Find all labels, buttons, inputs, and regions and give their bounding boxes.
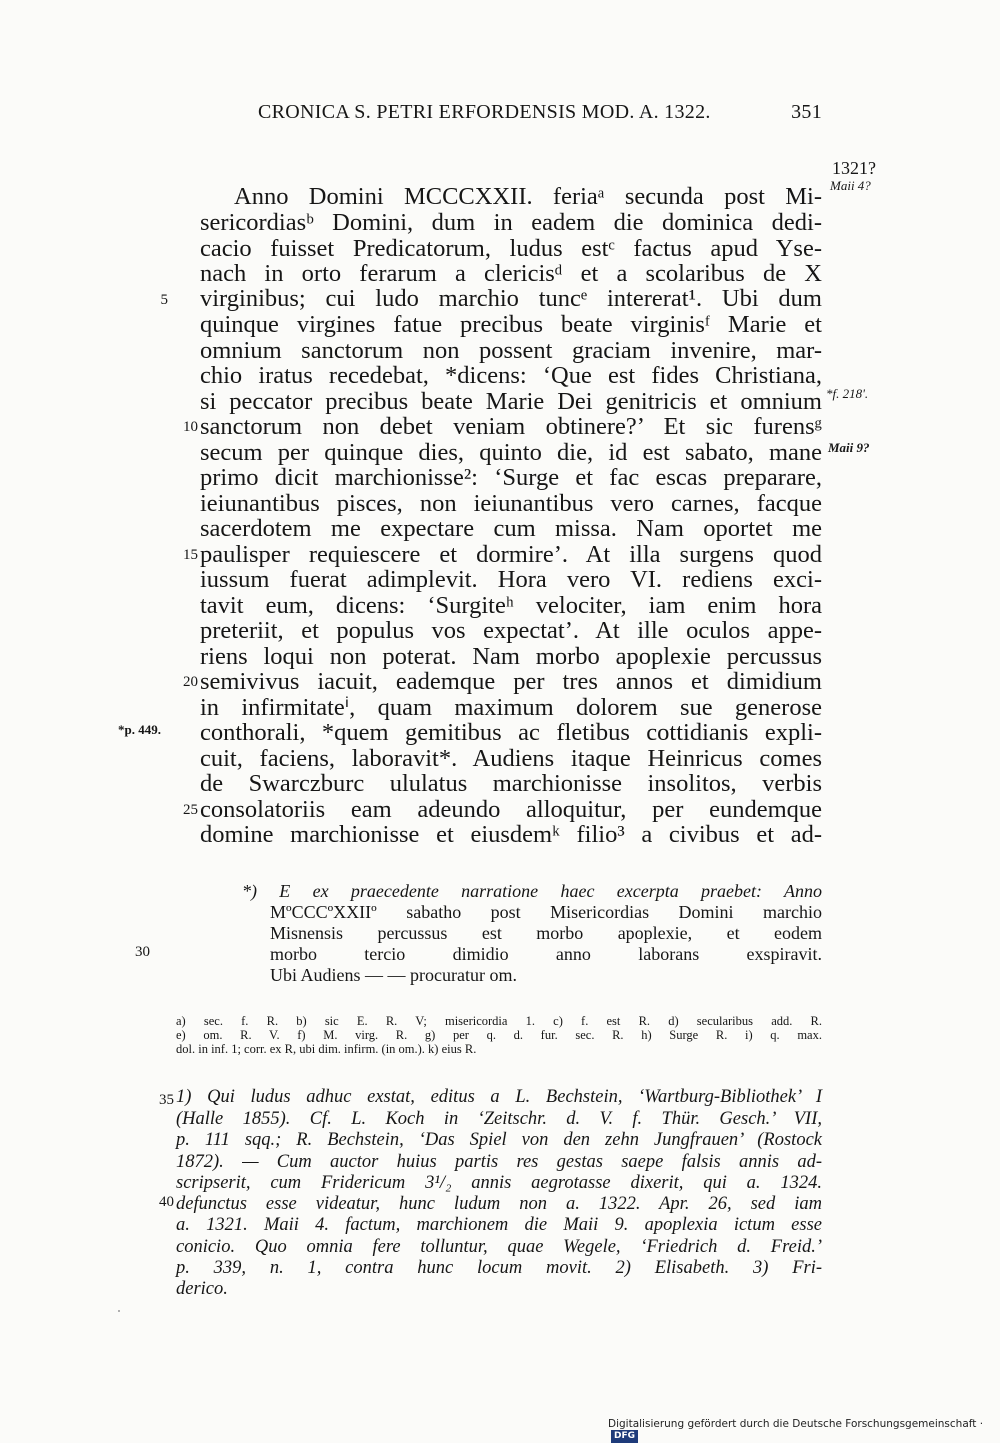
text-line: quinque virgines fatue precibus beate virginisᶠ Marie et bbox=[200, 311, 822, 338]
margin-year: 1321? bbox=[832, 158, 876, 178]
running-header bbox=[258, 101, 822, 124]
variant-line: e) om. R. V. f) M. virg. R. g) per q. d. fur. sec. R. h) Surge R. i) q. max. bbox=[176, 1028, 822, 1042]
footnote-line: p. 339, n. 1, contra hunc locum movit. 2) Elisabeth. 3) Fri- bbox=[176, 1258, 822, 1278]
text-line: iussum fuerat adimplevit. Hora vero VI. rediens exci- bbox=[200, 566, 822, 593]
footnote-line: scripserit, cum Fridericum 3¹/₂ annis aegrotasse dixerit, qui a. 1324. bbox=[176, 1173, 822, 1193]
text-line: nach in orto ferarum a clericisᵈ et a scolaribus de X bbox=[200, 260, 822, 287]
line-number: 20 bbox=[183, 674, 198, 690]
footnote-line: p. 111 sqq.; R. Bechstein, ‘Das Spiel von den zehn Jungfrauen’ (Rostock bbox=[176, 1130, 822, 1150]
text-line: primo dicit marchionisse²: ‘Surge et fac escas preparare, bbox=[200, 464, 822, 491]
line-number: 15 bbox=[183, 547, 198, 563]
margin-date-2: Maii 9? bbox=[828, 440, 870, 455]
text-line: virginibus; cui ludo marchio tuncᵉ intererat¹. Ubi dum bbox=[200, 285, 822, 312]
margin-ref-folio: *f. 218'. bbox=[826, 386, 869, 401]
line-number: 10 bbox=[183, 419, 198, 435]
text-line: ieiunantibus pisces, non ieiunantibus vero carnes, facque bbox=[200, 490, 822, 517]
text-line: semivivus iacuit, eademque per tres annos et dimidium bbox=[200, 668, 822, 695]
page-number: 351 bbox=[791, 101, 822, 123]
text-line: sacerdotem me expectare cum missa. Nam oportet me bbox=[200, 515, 822, 542]
footnote-line: derico. bbox=[176, 1279, 228, 1299]
line-number: 40 bbox=[159, 1194, 174, 1210]
text-line: domine marchionisse et eiusdemᵏ filio³ a civibus et ad- bbox=[200, 821, 822, 848]
note-line: Misnensis percussus est morbo apoplexie, et eodem bbox=[270, 923, 822, 943]
footnote-line: a. 1321. Maii 4. factum, marchionem die Maii 9. apoplexia ictum esse bbox=[176, 1215, 822, 1235]
footer-credit: Digitalisierung gefördert durch die Deutsche Forschungsgemeinschaft · DFG bbox=[608, 1418, 984, 1441]
variant-line: dol. in inf. 1; corr. ex R, ubi dim. infirm. (in om.). k) eius R. bbox=[176, 1042, 477, 1056]
text-line: chio iratus recedebat, *dicens: ‘Que est fides Christiana, bbox=[200, 362, 822, 389]
variant-line: a) sec. f. R. b) sic E. R. V; misericordia 1. c) f. est R. d) secularibus add. R. bbox=[176, 1014, 822, 1028]
text-line: riens loqui non poterat. Nam morbo apoplexie percussus bbox=[200, 643, 822, 670]
footnote-line: 1) Qui ludus adhuc exstat, editus a L. Bechstein, ‘Wartburg-Bibliothek’ I bbox=[176, 1087, 822, 1107]
footnote-line: 1872). — Cum auctor huius partis res gestas saepe falsis annis ad- bbox=[176, 1152, 822, 1172]
text-line: consolatoriis eam adeundo alloquitur, per eundemque bbox=[200, 796, 822, 823]
text-line: sericordiasᵇ Domini, dum in eadem die dominica dedi- bbox=[200, 209, 822, 236]
margin-date-1: Maii 4? bbox=[830, 178, 871, 193]
footnote-line: conicio. Quo omnia fere tolluntur, quae Wegele, ‘Friedrich d. Freid.’ bbox=[176, 1237, 822, 1257]
line-number: 25 bbox=[183, 802, 198, 818]
note-line: MºCCCºXXIIº sabatho post Misericordias Domini marchio bbox=[270, 902, 822, 922]
text-line: preteriit, et populus vos expectat’. At ille oculos appe- bbox=[200, 617, 822, 644]
header-title: CRONICA S. PETRI ERFORDENSIS MOD. A. 1322. bbox=[258, 101, 711, 123]
text-line: tavit eum, dicens: ‘Surgiteʰ velociter, iam enim hora bbox=[200, 592, 822, 619]
text-line: Anno Domini MCCCXXII. feriaᵃ secunda post Mi- bbox=[234, 183, 822, 210]
text-line: omnium sanctorum non possent graciam invenire, mar- bbox=[200, 337, 822, 364]
scan-speck bbox=[118, 1310, 120, 1312]
text-line: cacio fuisset Predicatorum, ludus estᶜ factus apud Yse- bbox=[200, 235, 822, 262]
text-line: cuit, faciens, laboravit*. Audiens itaque Heinricus comes bbox=[200, 745, 822, 772]
footer-credit-text: Digitalisierung gefördert durch die Deutsche Forschungsgemeinschaft bbox=[608, 1418, 977, 1430]
text-line: in infirmitateⁱ, quam maximum dolorem sue generose bbox=[200, 694, 822, 721]
text-line: conthorali, *quem gemitibus ac fletibus cottidianis expli- bbox=[200, 719, 822, 746]
text-line: sanctorum non debet veniam obtinere?’ Et sic furensᵍ bbox=[200, 413, 822, 440]
margin-ref-page: *p. 449. bbox=[118, 722, 161, 737]
text-line: si peccator precibus beate Marie Dei genitricis et omnium bbox=[200, 388, 822, 415]
line-number: 30 bbox=[135, 944, 150, 960]
text-line: secum per quinque dies, quinto die, id est sabato, mane bbox=[200, 439, 822, 466]
note-line: morbo tercio dimidio anno laborans exspiravit. bbox=[270, 944, 822, 964]
footnote-line: (Halle 1855). Cf. L. Koch in ‘Zeitschr. d. V. f. Thür. Gesch.’ VII, bbox=[176, 1109, 822, 1129]
dfg-logo: DFG bbox=[611, 1430, 638, 1443]
line-number: 35 bbox=[159, 1092, 174, 1108]
footnote-line: defunctus esse videatur, hunc ludum non a. 1322. Apr. 26, sed iam bbox=[176, 1194, 822, 1214]
text-line: paulisper requiescere et dormire’. At illa surgens quod bbox=[200, 541, 822, 568]
note-line: Ubi Audiens — — procuratur om. bbox=[270, 965, 517, 985]
note-line: *) E ex praecedente narratione haec excerpta praebet: Anno bbox=[242, 881, 822, 901]
line-number: 5 bbox=[160, 292, 168, 308]
text-line: de Swarczburc ululatus marchionisse insolitos, verbis bbox=[200, 770, 822, 797]
